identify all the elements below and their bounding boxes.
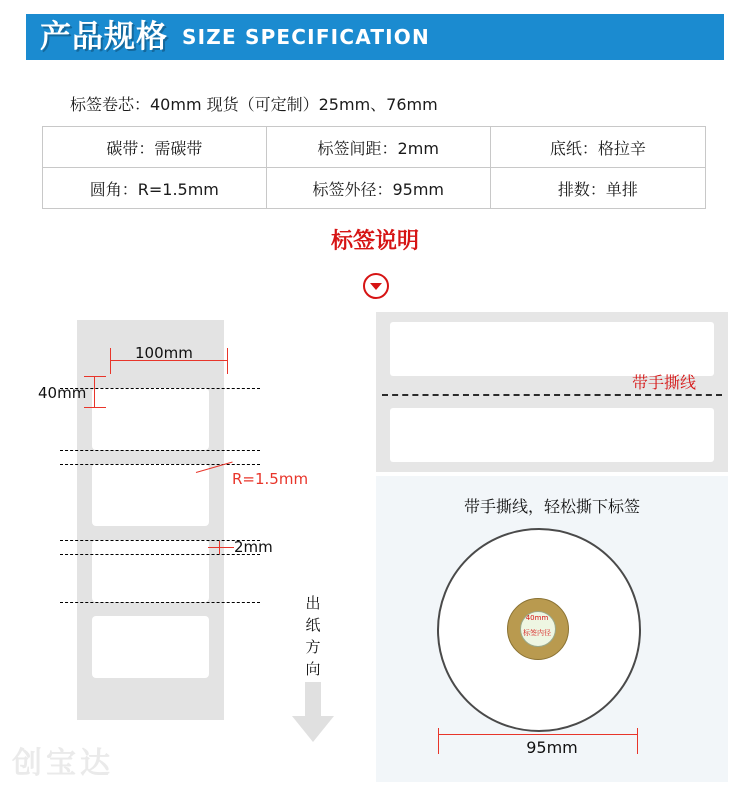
outer-dim-line [438, 734, 638, 735]
spec-cell-ribbon: 碳带：需碳带 [43, 127, 267, 168]
guide-line [60, 388, 260, 389]
height-dim-tick [84, 376, 106, 377]
gap-leader-line [208, 547, 234, 548]
spec-cell-radius: 圆角：R=1.5mm [43, 168, 267, 209]
guide-line [60, 602, 260, 603]
roll-diagram [376, 476, 728, 782]
width-dim-label: 100mm [135, 344, 193, 362]
roll-caption: 带手撕线，轻松撕下标签 [463, 497, 640, 516]
outer-diameter-label: 95mm [526, 738, 578, 757]
tear-dashed-line [382, 394, 722, 396]
feed-direction-char: 向 [305, 660, 321, 678]
spec-cell-outer-diameter: 标签外径：95mm [266, 168, 490, 209]
tear-line-label: 带手撕线 [632, 373, 697, 392]
spec-table [42, 126, 706, 209]
label-box [92, 616, 209, 678]
gap-label: 2mm [234, 538, 273, 556]
width-dim-tick [227, 348, 228, 374]
header-banner [26, 14, 724, 60]
watermark: 创宝达 [12, 746, 114, 781]
down-arrow-icon [290, 682, 336, 744]
feed-direction-char: 纸 [305, 616, 321, 634]
gap-tick [219, 541, 220, 554]
feed-direction-char: 方 [305, 638, 321, 656]
guide-line [60, 554, 260, 555]
label-box [92, 540, 209, 602]
core-inner-label: 标签内径 [523, 629, 551, 637]
section-title: 标签说明 [330, 229, 419, 254]
table-row [43, 168, 706, 209]
guide-line [60, 540, 260, 541]
height-dim-tick [84, 407, 106, 408]
feed-direction-indicator [290, 592, 336, 744]
guide-line [60, 450, 260, 451]
height-dim-label: 40mm [38, 384, 87, 402]
label-layout-diagram [0, 312, 370, 782]
spec-cell-liner: 底纸：格拉辛 [490, 127, 705, 168]
header-title-cn: 产品规格 [40, 18, 168, 55]
core-size-label: 40mm [525, 614, 549, 622]
feed-direction-char: 出 [305, 594, 321, 612]
chevron-down-circle-icon [362, 272, 390, 300]
label-box [92, 464, 209, 526]
radius-label: R=1.5mm [232, 470, 309, 488]
guide-line [60, 464, 260, 465]
width-dim-tick [110, 348, 111, 374]
spec-core-line: 标签卷芯：40mm 现货（可定制）25mm、76mm [70, 95, 438, 114]
spec-cell-gap: 标签间距：2mm [266, 127, 490, 168]
label-box [92, 388, 209, 450]
tear-label-block [390, 322, 714, 376]
spec-cell-lanes: 排数：单排 [490, 168, 705, 209]
height-dim-line [94, 376, 95, 408]
table-row [43, 127, 706, 168]
header-title-en: SIZE SPECIFICATION [182, 25, 430, 49]
tear-label-block [390, 408, 714, 462]
